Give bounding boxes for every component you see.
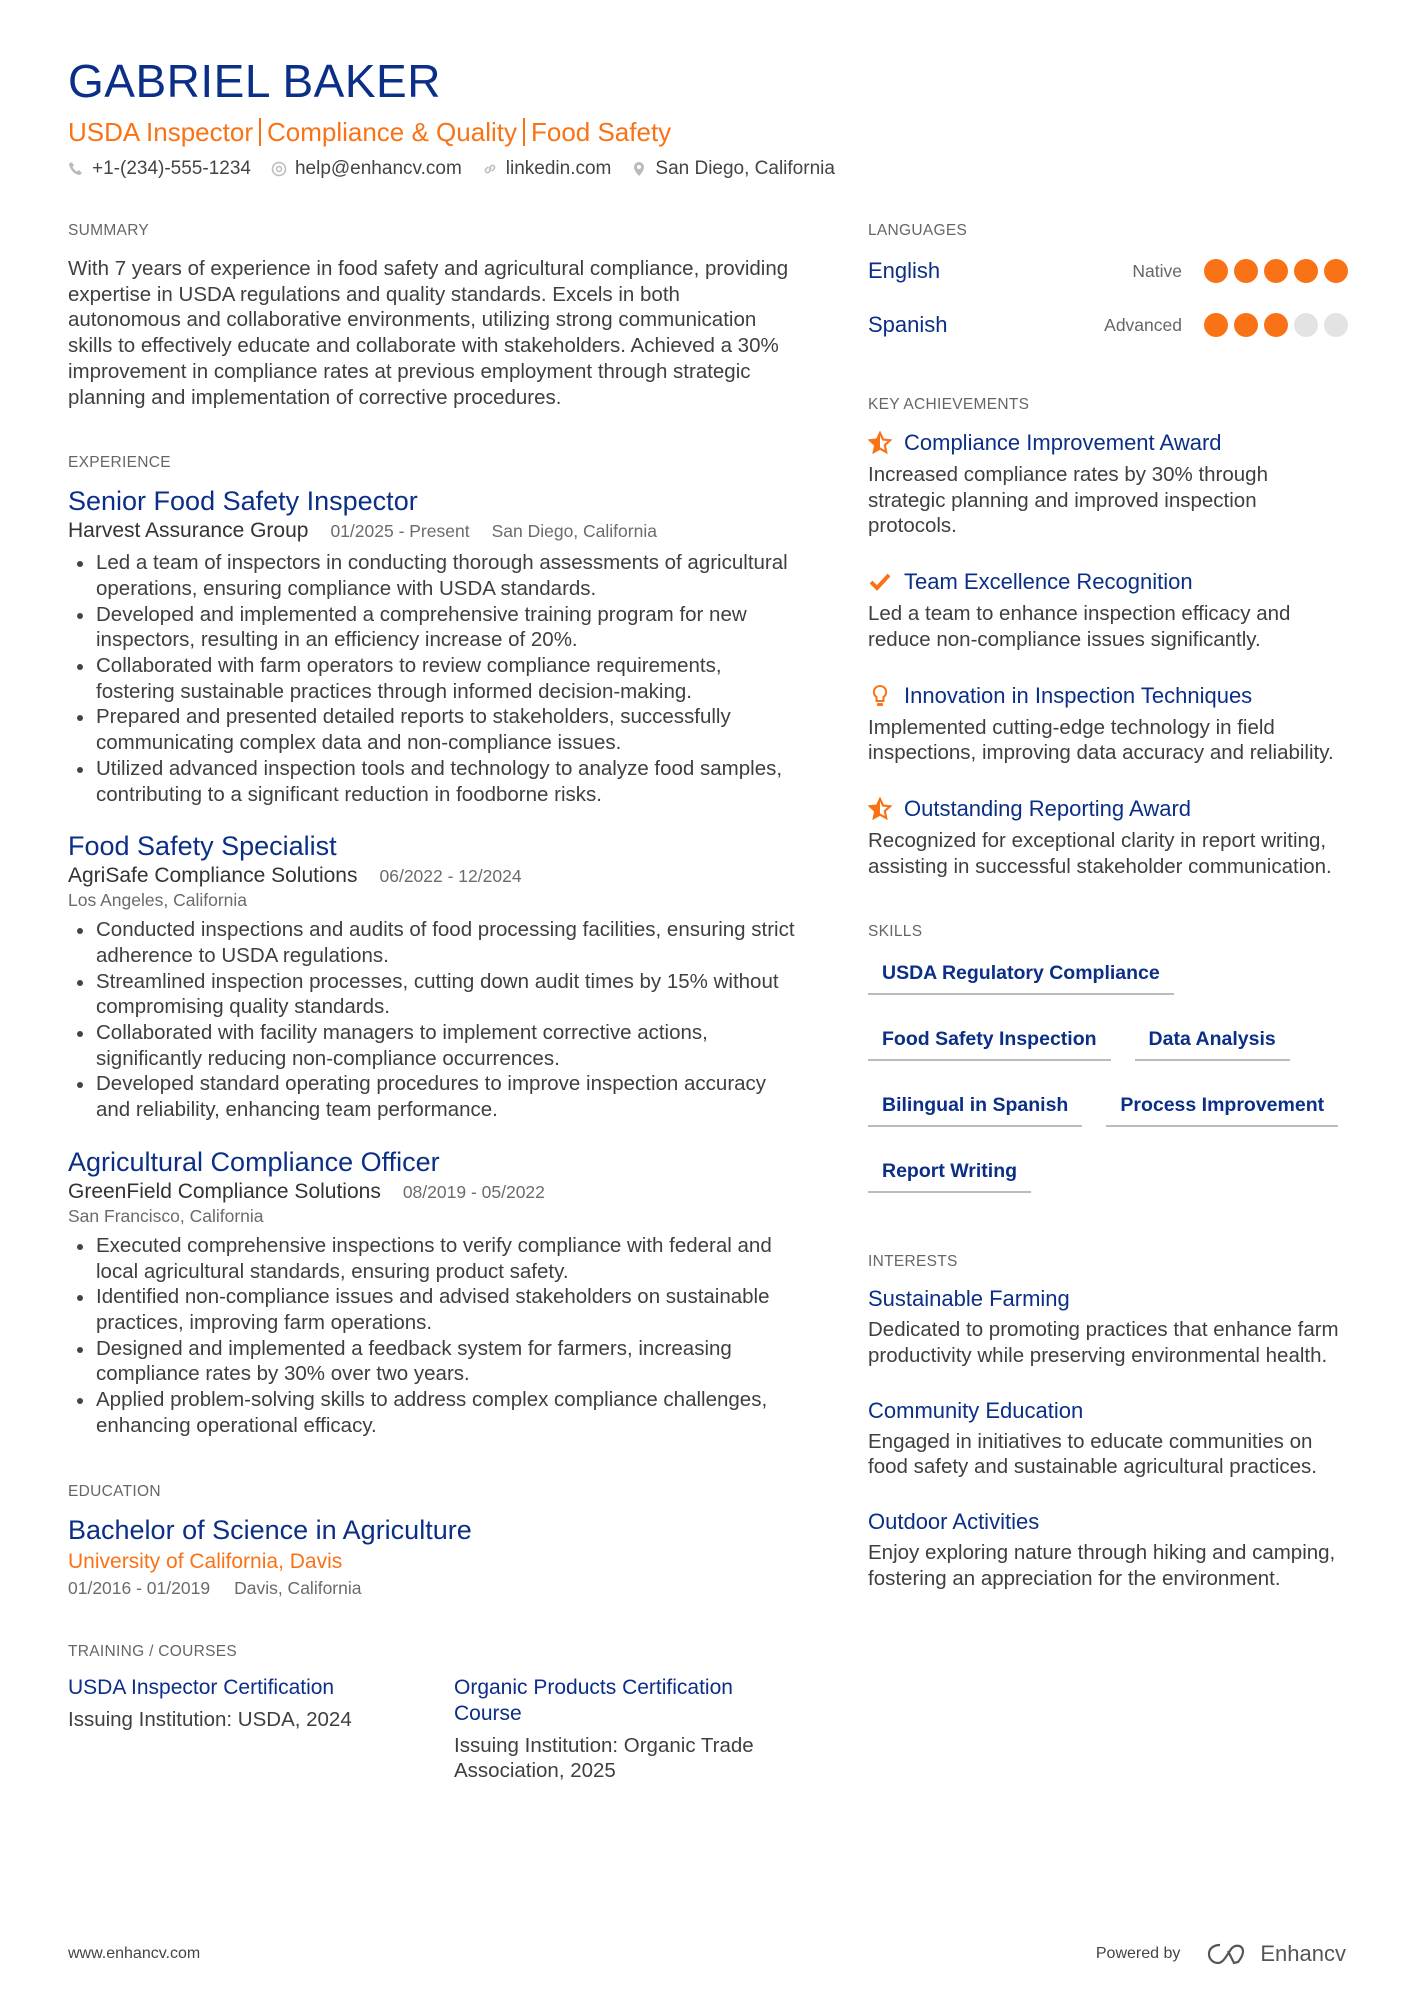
right-column: [868, 222, 1348, 1784]
location-pin-icon: [631, 161, 647, 177]
bullet-item: Executed comprehensive inspections to verify compliance with federal and local agricultural standards, ensuring product safety.: [68, 1233, 798, 1284]
skill-tag: USDA Regulatory Compliance: [868, 955, 1174, 995]
email-link[interactable]: help@enhancv.com: [294, 158, 462, 179]
content-columns: [68, 222, 1348, 1784]
rating-dot: [1264, 259, 1288, 283]
skill-tag: Process Improvement: [1106, 1087, 1338, 1127]
interest-desc: Enjoy exploring nature through hiking and camping, fostering an appreciation for the environment.: [868, 1541, 1336, 1590]
bullet-item: Applied problem-solving skills to address complex compliance challenges, enhancing operational efficacy.: [68, 1387, 798, 1438]
school-name: University of California, Davis: [68, 1549, 343, 1573]
skill-tag: Food Safety Inspection: [868, 1021, 1111, 1061]
training-section: [68, 1643, 798, 1784]
language-name: Spanish: [868, 312, 948, 337]
company-name: GreenField Compliance Solutions: [68, 1179, 381, 1203]
section-title: EXPERIENCE: [68, 454, 171, 472]
job-bullets: [68, 1233, 798, 1439]
degree-title: Bachelor of Science in Agriculture: [68, 1514, 472, 1545]
phone-icon: [68, 161, 84, 177]
training-list: [68, 1675, 798, 1784]
candidate-name: GABRIEL BAKER: [68, 55, 441, 107]
skill-tag: Report Writing: [868, 1153, 1031, 1193]
education-section: [68, 1483, 798, 1599]
job-bullets: [68, 550, 798, 807]
achievement-item: [868, 428, 1348, 539]
achievement-item: [868, 794, 1348, 879]
achievement-title: Innovation in Inspection Techniques: [904, 682, 1253, 708]
training-title: Organic Products Certification Course: [454, 1675, 733, 1725]
experience-section: [68, 454, 798, 1438]
achievement-title: Team Excellence Recognition: [904, 569, 1193, 595]
rating-dot: [1204, 259, 1228, 283]
bullet-item: Identified non-compliance issues and advised stakeholders on sustainable practices, improving farm operations.: [68, 1284, 798, 1335]
bullet-item: Utilized advanced inspection tools and technology to analyze food samples, contributing to a significant reduction in foodborne risks.: [68, 756, 798, 807]
contact-email[interactable]: [271, 156, 462, 182]
job-dates: 06/2022 - 12/2024: [379, 866, 522, 887]
rating-dot: [1234, 313, 1258, 337]
education-location: Davis, California: [234, 1577, 362, 1598]
section-title: TRAINING / COURSES: [68, 1642, 238, 1660]
enhancv-logo: [1206, 1941, 1346, 1967]
company-name: Harvest Assurance Group: [68, 519, 309, 543]
job-entry: [68, 1145, 798, 1439]
language-item: [868, 244, 1348, 298]
language-level: Advanced: [1104, 314, 1182, 335]
achievement-header: [868, 794, 1348, 824]
headline-title: USDA Inspector: [68, 117, 253, 147]
job-list: [68, 484, 798, 1438]
achievement-title: Outstanding Reporting Award: [904, 795, 1191, 821]
interest-title: Sustainable Farming: [868, 1286, 1070, 1312]
section-title: INTERESTS: [868, 1253, 958, 1271]
bullet-item: Collaborated with farm operators to review compliance requirements, fostering sustainable practices through informed decision-making.: [68, 653, 798, 704]
job-location: San Diego, California: [491, 521, 657, 542]
interest-item: [868, 1506, 1348, 1591]
achievement-desc: Implemented cutting-edge technology in field inspections, improving data accuracy and reliability.: [868, 715, 1334, 765]
education-meta: [68, 1577, 798, 1599]
job-location: San Francisco, California: [68, 1205, 264, 1226]
headline: [68, 116, 1348, 148]
interest-title: Community Education: [868, 1397, 1084, 1423]
language-list: [868, 244, 1348, 352]
bullet-item: Conducted inspections and audits of food processing facilities, ensuring strict adherence to USDA regulations.: [68, 917, 798, 968]
education-dates: 01/2016 - 01/2019: [68, 1577, 211, 1598]
brand-name: Enhancv: [1260, 1941, 1346, 1966]
training-title: USDA Inspector Certification: [68, 1675, 335, 1699]
at-icon: [271, 161, 287, 177]
interest-title: Outdoor Activities: [868, 1509, 1040, 1535]
achievement-header: [868, 567, 1348, 597]
bullet-item: Developed standard operating procedures to improve inspection accuracy and reliability, enhancing team performance.: [68, 1071, 798, 1122]
job-location: Los Angeles, California: [68, 890, 247, 911]
skill-tag: Data Analysis: [1135, 1021, 1290, 1061]
location-text: San Diego, California: [655, 158, 835, 179]
headline-title: Compliance & Quality: [266, 117, 517, 147]
skills-section: [868, 923, 1348, 1219]
rating-dot: [1204, 313, 1228, 337]
training-item: [454, 1675, 798, 1784]
headline-title: Food Safety: [530, 117, 672, 147]
section-title: SUMMARY: [68, 222, 150, 239]
interest-list: [868, 1283, 1348, 1591]
footer-branding: [1096, 1941, 1346, 1967]
achievement-item: [868, 567, 1348, 652]
achievements-section: [868, 396, 1348, 879]
rating-dot: [1234, 259, 1258, 283]
bullet-item: Prepared and presented detailed reports to stakeholders, successfully communicating complex data and non-compliance issues.: [68, 704, 798, 755]
interest-desc: Dedicated to promoting practices that enhance farm productivity while preserving environmental health.: [868, 1318, 1339, 1368]
rating-dot: [1324, 313, 1348, 337]
contact-location: [631, 156, 835, 182]
footer: [68, 1917, 1348, 1967]
interests-section: [868, 1253, 1348, 1591]
job-meta: [68, 518, 798, 544]
star-icon: [868, 797, 892, 821]
headline-divider: [523, 118, 525, 146]
job-dates: 01/2025 - Present: [330, 521, 470, 542]
training-desc: Issuing Institution: Organic Trade Association, 2025: [454, 1733, 754, 1783]
job-bullets: [68, 917, 798, 1123]
skill-list: [868, 955, 1348, 1219]
headline-divider: [259, 118, 261, 146]
job-title: Agricultural Compliance Officer: [68, 1146, 440, 1177]
training-item: [68, 1675, 412, 1784]
section-title: SKILLS: [868, 923, 923, 941]
training-desc: Issuing Institution: USDA, 2024: [68, 1707, 352, 1731]
star-icon: [868, 431, 892, 455]
rating-dot: [1264, 313, 1288, 337]
language-rating: [1198, 259, 1348, 283]
left-column: [68, 222, 798, 1784]
summary-text: With 7 years of experience in food safety and agricultural compliance, providing expertise in USDA regulations and quality standards. Excels in both autonomous and collaborative environments, utilizing strong communication skills to effectively educate and collaborate with stakeholders. Achieved a 30% improvement in compliance rates at previous employment through strategic planning and implementation of corrective procedures.: [68, 257, 789, 409]
phone-text: +1-(234)-555-1234: [92, 158, 251, 179]
rating-dot: [1294, 313, 1318, 337]
contact-info: [68, 156, 1348, 182]
interest-item: [868, 1283, 1348, 1368]
job-dates: 08/2019 - 05/2022: [402, 1181, 545, 1202]
section-title: LANGUAGES: [868, 222, 968, 239]
job-entry: [68, 829, 798, 1123]
interest-item: [868, 1395, 1348, 1480]
job-title: Food Safety Specialist: [68, 831, 337, 862]
achievement-list: [868, 428, 1348, 879]
job-meta: [68, 1179, 798, 1205]
contact-phone: [68, 156, 251, 182]
summary-section: [68, 222, 798, 410]
language-item: [868, 298, 1348, 352]
language-level: Native: [1132, 260, 1182, 281]
linkedin-link[interactable]: linkedin.com: [505, 158, 612, 179]
achievement-header: [868, 681, 1348, 711]
achievement-desc: Led a team to enhance inspection efficacy and reduce non-compliance issues significantly.: [868, 602, 1291, 651]
skill-tag: Bilingual in Spanish: [868, 1087, 1082, 1127]
interest-desc: Engaged in initiatives to educate communities on food safety and sustainable agricultural practices.: [868, 1429, 1317, 1479]
powered-by-text: Powered by: [1095, 1945, 1181, 1962]
rating-dot: [1294, 259, 1318, 283]
achievement-title: Compliance Improvement Award: [904, 430, 1222, 455]
job-meta: [68, 863, 798, 889]
achievement-item: [868, 681, 1348, 766]
link-icon: [482, 161, 498, 177]
footer-website[interactable]: www.enhancv.com: [68, 1945, 201, 1962]
enhancv-logo-icon: [1206, 1942, 1252, 1966]
bullet-item: Streamlined inspection processes, cutting down audit times by 15% without compromising quality standards.: [68, 969, 798, 1020]
section-title: KEY ACHIEVEMENTS: [868, 396, 1030, 413]
language-rating: [1198, 313, 1348, 337]
checkmark-icon: [868, 570, 892, 594]
company-name: AgriSafe Compliance Solutions: [68, 864, 358, 888]
achievement-header: [868, 428, 1348, 458]
language-name: English: [868, 258, 941, 283]
languages-section: [868, 222, 1348, 352]
contact-linkedin[interactable]: [482, 156, 612, 182]
section-title: EDUCATION: [68, 1482, 161, 1500]
achievement-desc: Recognized for exceptional clarity in report writing, assisting in successful stakeholder communication.: [868, 828, 1332, 878]
bullet-item: Led a team of inspectors in conducting thorough assessments of agricultural operations, ensuring compliance with USDA standards.: [68, 550, 798, 601]
achievement-desc: Increased compliance rates by 30% through strategic planning and improved inspection protocols.: [868, 463, 1268, 538]
rating-dot: [1324, 259, 1348, 283]
job-title: Senior Food Safety Inspector: [68, 486, 418, 517]
job-entry: [68, 484, 798, 807]
bullet-item: Collaborated with facility managers to implement corrective actions, significantly reducing non-compliance occurrences.: [68, 1020, 798, 1071]
lightbulb-icon: [868, 684, 892, 708]
bullet-item: Designed and implemented a feedback system for farmers, increasing compliance rates by 30% over two years.: [68, 1336, 798, 1387]
bullet-item: Developed and implemented a comprehensive training program for new inspectors, resulting in an efficiency increase of 20%.: [68, 602, 798, 653]
